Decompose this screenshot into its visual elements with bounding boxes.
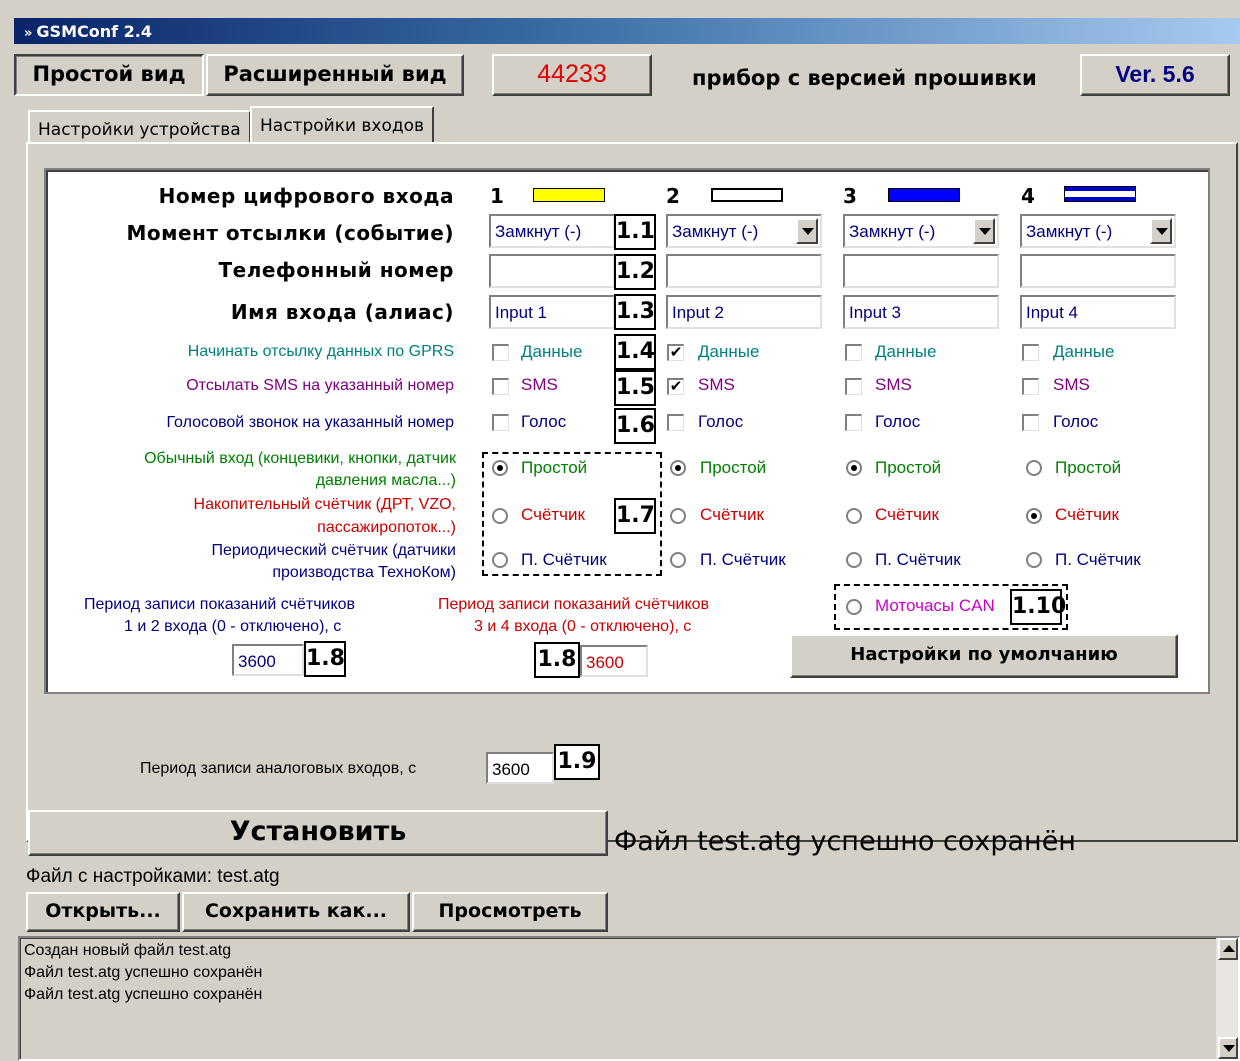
tab-device-settings[interactable]: Настройки устройства [28,110,251,142]
input-1-alias-field[interactable]: Input 1 [489,295,615,329]
input-1-sms-checkbox[interactable] [492,378,509,395]
input-4-pcounter-radio[interactable] [1026,552,1042,568]
input-2-sms-label: SMS [698,375,735,394]
input-3-phone-field[interactable] [843,254,999,288]
send-moment-label: Момент отсылки (событие) [126,221,454,245]
input-2-event-combo[interactable] [666,214,822,248]
input-3-voice-checkbox[interactable] [845,414,862,431]
title-bar [14,18,1240,44]
periodic-label-line1: Периодический счётчик (датчики [211,542,456,559]
content-area [14,44,1240,1061]
tag-1-9: 1.9 [554,744,600,780]
moto-can-radio[interactable] [846,599,862,615]
simple-view-button[interactable]: Простой вид [14,54,204,96]
input-4-gprs-label: Данные [1053,342,1115,361]
settings-file-label: Файл с настройками: test.atg [26,866,280,887]
period12-label-line1: Период записи показаний счётчиков [84,596,356,613]
firmware-label: прибор с версией прошивки [692,66,1037,90]
advanced-view-button[interactable]: Расширенный вид [206,54,464,96]
input-1-sms-label: SMS [521,375,558,394]
input-3-sms-checkbox[interactable] [845,378,862,395]
input-2-sms-checkbox[interactable]: ✔ [667,378,684,395]
input-2-gprs-label: Данные [698,342,760,361]
input-2-simple-radio[interactable] [670,460,686,476]
tag-1-4: 1.4 [614,334,656,370]
tag-1-7: 1.7 [614,498,656,534]
input-1-color-swatch [533,188,605,202]
periodic-label-line2: производства ТехноКом) [272,564,456,581]
input-3-counter-label: Счётчик [875,505,939,524]
input-4-pcounter-label: П. Счётчик [1055,550,1141,569]
input-3-simple-radio[interactable] [846,460,862,476]
input-1-event-value: Замкнут (-) [495,222,582,241]
analog-period-label: Период записи аналоговых входов, с [140,760,417,777]
input-3-alias-field[interactable]: Input 3 [843,295,999,329]
input-4-voice-label: Голос [1053,412,1099,431]
tag-1-3: 1.3 [614,294,656,330]
window-title-text: GSMConf 2.4 [36,22,152,41]
moto-can-label: Моточасы CAN [875,596,995,615]
tag-1-8-a: 1.8 [304,641,346,677]
input-2-pcounter-label: П. Счётчик [700,550,786,569]
tag-1-8-b: 1.8 [534,642,580,678]
gprs-label: Начинать отсылку данных по GPRS [187,343,454,360]
input-number-2: 2 [666,184,681,208]
input-number-1: 1 [490,184,505,208]
input-1-voice-checkbox[interactable] [492,414,509,431]
status-message: Файл test.atg успешно сохранён [614,826,1076,857]
input-3-sms-label: SMS [875,375,912,394]
input-2-counter-radio[interactable] [670,508,686,524]
input-1-pcounter-label: П. Счётчик [521,550,607,569]
input-3-gprs-checkbox[interactable] [845,344,862,361]
input-3-simple-label: Простой [875,458,942,477]
input-4-voice-checkbox[interactable] [1022,414,1039,431]
log-line: Создан новый файл test.atg [24,942,232,959]
defaults-button[interactable]: Настройки по умолчанию [790,634,1178,678]
input-1-voice-label: Голос [521,412,567,431]
input-3-color-swatch [888,188,960,202]
input-3-pcounter-radio[interactable] [846,552,862,568]
input-2-pcounter-radio[interactable] [670,552,686,568]
app-icon: » [24,26,33,41]
input-3-pcounter-label: П. Счётчик [875,550,961,569]
input-3-gprs-label: Данные [875,342,937,361]
version-display: Ver. 5.6 [1080,54,1230,96]
install-button[interactable]: Установить [28,810,608,856]
period12-field[interactable]: 3600 [232,644,304,676]
scroll-down-icon[interactable] [1218,1037,1238,1059]
period34-field[interactable]: 3600 [580,645,648,677]
input-2-color-swatch [711,188,783,202]
tag-1-2: 1.2 [614,254,656,290]
input-1-pcounter-radio[interactable] [492,552,508,568]
input-3-counter-radio[interactable] [846,508,862,524]
chevron-down-icon[interactable] [1150,218,1172,244]
input-3-voice-label: Голос [875,412,921,431]
input-4-counter-label: Счётчик [1055,505,1119,524]
input-1-phone-field[interactable] [489,254,615,288]
chevron-down-icon[interactable] [973,218,995,244]
input-2-gprs-checkbox[interactable]: ✔ [667,344,684,361]
period34-label-line1: Период записи показаний счётчиков [438,596,710,613]
phone-label: Телефонный номер [218,258,454,282]
chevron-down-icon[interactable] [796,218,818,244]
open-button[interactable]: Открыть... [26,892,180,932]
tag-1-1: 1.1 [614,214,656,250]
normal-input-label-line1: Обычный вход (концевики, кнопки, датчик [144,450,456,467]
input-4-alias-field[interactable]: Input 4 [1020,295,1176,329]
input-4-sms-checkbox[interactable] [1022,378,1039,395]
input-3-event-combo[interactable] [843,214,999,248]
input-2-phone-field[interactable] [666,254,822,288]
tab-input-settings[interactable]: Настройки входов [250,106,434,142]
input-2-event-value: Замкнут (-) [672,222,759,241]
input-4-phone-field[interactable] [1020,254,1176,288]
input-2-simple-label: Простой [700,458,767,477]
tag-1-10: 1.10 [1010,589,1062,625]
sms-label: Отсылать SMS на указанный номер [186,377,454,394]
input-2-voice-label: Голос [698,412,744,431]
voice-label: Голосовой звонок на указанный номер [166,414,454,431]
input-1-counter-radio[interactable] [492,508,508,524]
input-4-gprs-checkbox[interactable] [1022,344,1039,361]
input-2-alias-field[interactable]: Input 2 [666,295,822,329]
save-as-button[interactable]: Сохранить как... [182,892,410,932]
input-4-event-combo[interactable] [1020,214,1176,248]
input-number-3: 3 [843,184,858,208]
input-4-sms-label: SMS [1053,375,1090,394]
alias-label: Имя входа (алиас) [230,300,454,324]
input-4-event-value: Замкнут (-) [1026,222,1113,241]
input-1-simple-radio[interactable] [492,460,508,476]
input-1-gprs-label: Данные [521,342,583,361]
input-4-color-swatch [1064,186,1136,202]
input-4-simple-radio[interactable] [1026,460,1042,476]
input-4-counter-radio[interactable] [1026,508,1042,524]
input-2-voice-checkbox[interactable] [667,414,684,431]
scroll-up-icon[interactable] [1218,938,1238,960]
tag-1-5: 1.5 [614,370,656,406]
device-number-display: 44233 [492,54,652,96]
view-button[interactable]: Просмотреть [412,892,608,932]
input-4-simple-label: Простой [1055,458,1122,477]
input-1-simple-label: Простой [521,458,588,477]
period34-label-line2: 3 и 4 входа (0 - отключено), с [474,618,692,635]
log-textarea[interactable] [18,936,1240,1061]
input-1-event-combo[interactable] [489,214,615,248]
input-1-gprs-checkbox[interactable] [492,344,509,361]
input-number-label: Номер цифрового входа [158,184,454,208]
analog-period-field[interactable]: 3600 [486,752,554,784]
input-2-counter-label: Счётчик [700,505,764,524]
normal-input-label-line2: давления масла...) [315,472,456,489]
log-line: Файл test.atg успешно сохранён [24,964,263,981]
input-3-event-value: Замкнут (-) [849,222,936,241]
input-number-4: 4 [1021,184,1036,208]
tag-1-6: 1.6 [614,408,656,444]
log-line: Файл test.atg успешно сохранён [24,986,263,1003]
input-1-counter-label: Счётчик [521,505,585,524]
window-title [24,22,152,41]
counter-label-line1: Накопительный счётчик (ДРТ, VZO, [193,496,456,513]
counter-label-line2: пассажиропоток...) [317,519,456,536]
period12-label-line2: 1 и 2 входа (0 - отключено), с [124,618,342,635]
